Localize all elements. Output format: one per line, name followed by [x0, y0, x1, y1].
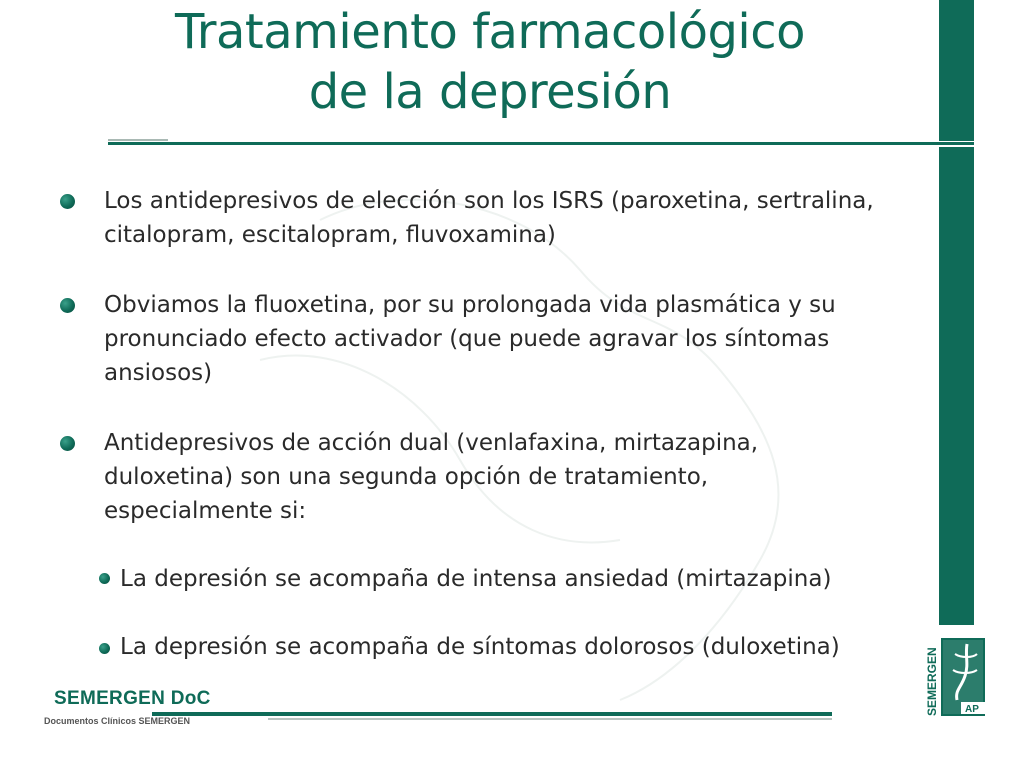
sub-bullet-dot-icon — [99, 643, 110, 654]
logo-vertical-text: SEMERGEN — [925, 647, 939, 716]
sub-bullet-item: La depresión se acompaña de intensa ansiedad (mirtazapina) — [120, 566, 832, 592]
footer-rule — [152, 712, 832, 716]
bullet-dot-icon — [60, 436, 75, 451]
footer-subtitle: Documentos Clínicos SEMERGEN — [44, 716, 191, 726]
bullet-item: Obviamos la fluoxetina, por su prolongada vida plasmática y su pronunciado efecto activador (que puede agravar los síntomas ansiosos) — [104, 292, 836, 386]
logo-ap-text: AP — [965, 704, 979, 715]
title-line-2: de la depresión — [308, 64, 672, 120]
footer-rule-accent — [268, 718, 832, 720]
semergen-logo-icon — [921, 636, 987, 718]
bullet-item: Los antidepresivos de elección son los ISRS (paroxetina, sertralina, citalopram, escitalopram, fluvoxamina) — [104, 188, 874, 248]
footer-brand: SEMERGEN DoC — [54, 688, 211, 709]
sub-bullet-dot-icon — [99, 573, 110, 584]
title-line-1: Tratamiento farmacológico — [174, 4, 806, 60]
bullet-dot-icon — [60, 298, 75, 313]
bullet-item: Antidepresivos de acción dual (venlafaxina, mirtazapina, duloxetina) son una segunda opción de tratamiento, especialmente si: — [104, 430, 759, 524]
bullet-dot-icon — [60, 194, 75, 209]
right-accent-bar-top — [939, 0, 974, 141]
sub-bullet-item: La depresión se acompaña de síntomas dolorosos (duloxetina) — [120, 634, 840, 660]
right-accent-bar — [939, 147, 974, 625]
